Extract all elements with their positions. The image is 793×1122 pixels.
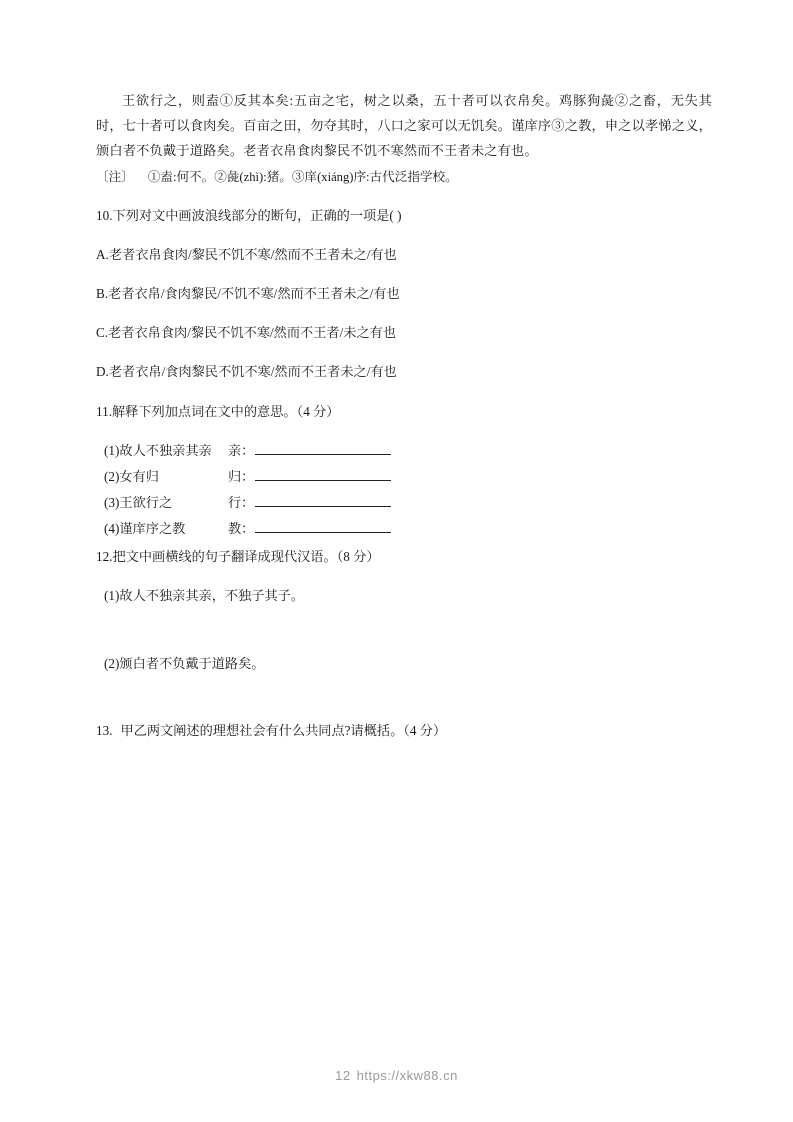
question-10-option-a: A.老者衣帛食肉/黎民不饥不寒/然而不王者未之/有也 [96, 246, 397, 262]
question-11-item-3-blank[interactable] [255, 490, 391, 507]
question-11-item-1-text: 故人不独亲其亲 [119, 442, 212, 458]
question-11-item-2 [96, 464, 712, 490]
question-10-option-c: C.老者衣帛食肉/黎民不饥不寒/然而不王者/未之有也 [96, 325, 397, 341]
question-13-number: 13. [96, 723, 113, 739]
question-10-stem [96, 203, 712, 229]
answer-space-2 [96, 690, 712, 716]
question-11-item-2-key: 归： [228, 468, 255, 484]
question-11-item-3-phrase [96, 490, 228, 516]
note-label: 〔注〕 [96, 170, 134, 184]
document-content [96, 88, 712, 758]
passage-paragraph-1: 王欲行之，则盍①反其本矣:五亩之宅，树之以桑，五十者可以衣帛矣。鸡豚狗彘②之畜，无失其时，七十者可以食肉矣。百亩之田，勿夺其时，八口之家可以无饥矣。谨庠序③之教，申之以孝悌之义，颁白者不负戴于道路矣。老者衣帛食肉黎民不饥不寒然而不王者未之有也。 [96, 93, 712, 158]
question-11-item-1 [96, 438, 712, 464]
question-10-stem-text: 10.下列对文中画波浪线部分的断句，正确的一项是( ) [96, 207, 402, 223]
question-11-item-3-text: 王欲行之 [119, 494, 173, 510]
question-11-item-3-index: (3) [104, 494, 120, 510]
question-12-stem: 12.把文中画横线的句子翻译成现代汉语。（8 分） [96, 548, 380, 564]
question-10-option-d: D.老者衣帛/食肉黎民不饥不寒/然而不王者未之/有也 [96, 364, 397, 380]
question-11-item-2-phrase [96, 464, 228, 490]
question-11-item-4-phrase [96, 516, 228, 542]
question-11-item-2-text: 女有归 [119, 468, 159, 484]
page-footer [0, 1068, 793, 1083]
footer-watermark: https://xkw88.cn [356, 1068, 458, 1083]
question-11-item-3 [96, 490, 712, 516]
question-11-item-2-index: (2) [104, 468, 120, 484]
question-11-stem: 11.解释下列加点词在文中的意思。（4 分） [96, 403, 340, 419]
question-11-item-1-phrase [96, 438, 228, 464]
page-number: 12 [335, 1068, 351, 1083]
question-11-item-4-blank[interactable] [255, 516, 391, 533]
question-11-item-4 [96, 516, 712, 542]
question-11-item-1-key: 亲： [228, 442, 255, 458]
question-11-item-4-index: (4) [104, 520, 120, 536]
passage-note [96, 165, 712, 190]
question-11-item-4-key: 教： [228, 520, 255, 536]
question-11-item-2-blank[interactable] [255, 464, 391, 481]
note-text: ①盍:何不。②彘(zhì):猪。③庠(xiáng)序:古代泛指学校。 [147, 170, 458, 184]
question-13-stem: 甲乙两文阐述的理想社会有什么共同点?请概括。（4 分） [120, 723, 447, 739]
question-13 [96, 718, 712, 744]
question-11-item-1-blank[interactable] [255, 438, 391, 455]
answer-space-1 [96, 622, 712, 638]
question-12-item-2: (2)颁白者不负戴于道路矣。 [104, 656, 265, 672]
question-11-item-4-text: 谨庠序之教 [119, 520, 186, 536]
question-12-item-1: (1)故人不独亲其亲，不独子其子。 [104, 587, 305, 603]
question-11-item-1-index: (1) [104, 442, 120, 458]
question-10-option-b: B.老者衣帛/食肉黎民/不饥不寒/然而不王者未之/有也 [96, 285, 400, 301]
question-11-item-3-key: 行： [228, 494, 255, 510]
